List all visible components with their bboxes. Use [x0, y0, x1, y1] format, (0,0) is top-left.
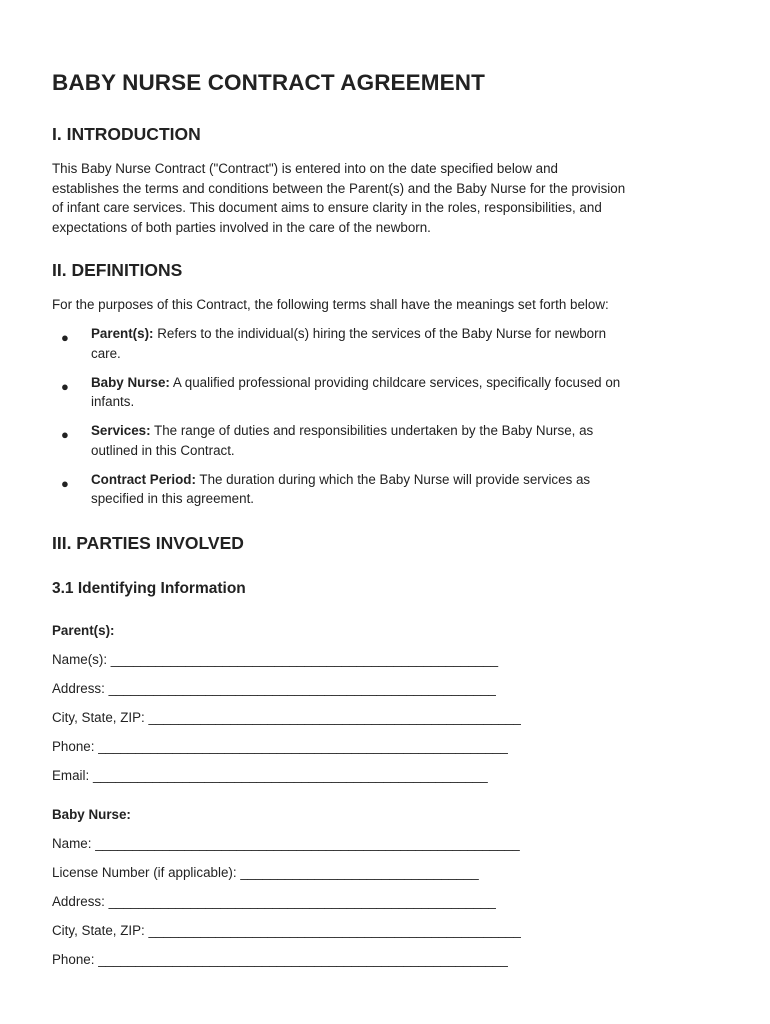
- definition-item: [52, 421, 712, 460]
- introduction-line: This Baby Nurse Contract ("Contract") is entered into on the date specified below and: [52, 161, 558, 176]
- definition-item: [52, 324, 712, 363]
- fill-in-line[interactable]: _________________________________________________________: [95, 836, 520, 851]
- document-title: BABY NURSE CONTRACT AGREEMENT: [52, 70, 485, 95]
- definition-text: Refers to the individual(s) hiring the services of the Baby Nurse for newborn: [153, 326, 607, 341]
- fill-in-line[interactable]: __________________________________________________: [148, 710, 521, 725]
- parent-address-field[interactable]: [52, 681, 496, 696]
- introduction-line: of infant care services. This document aims to ensure clarity in the roles, responsibilities, and: [52, 200, 602, 216]
- definition-text-cont: specified in this agreement.: [91, 491, 255, 507]
- definition-text: A qualified professional providing childcare services, specifically focused on: [169, 374, 621, 390]
- fill-in-line[interactable]: ____________________________________________________: [108, 681, 496, 696]
- parent-name-field[interactable]: [52, 652, 498, 667]
- definition-text-cont: care.: [91, 345, 121, 361]
- definitions-heading: II. DEFINITIONS: [52, 260, 183, 280]
- definition-item: [52, 373, 712, 412]
- introduction-paragraph: [52, 159, 722, 237]
- field-label: City, State, ZIP:: [52, 710, 145, 725]
- definition-text-cont: infants.: [91, 394, 135, 410]
- parent-group-label: Parent(s):: [52, 623, 115, 638]
- nurse-name-field[interactable]: [52, 836, 520, 851]
- introduction-line: expectations of both parties involved in the care of the newborn.: [52, 219, 431, 235]
- fill-in-line[interactable]: ____________________________________________________: [110, 652, 499, 667]
- field-label: Phone:: [52, 952, 95, 967]
- field-label: Name:: [52, 836, 92, 851]
- parties-heading: III. PARTIES INVOLVED: [52, 533, 244, 553]
- definition-term: Parent(s):: [91, 326, 154, 341]
- definition-text: The range of duties and responsibilities undertaken by the Baby Nurse, as: [150, 423, 594, 439]
- field-label: Address:: [52, 681, 105, 696]
- baby-nurse-group-label: Baby Nurse:: [52, 807, 131, 822]
- definition-term: Baby Nurse:: [91, 374, 170, 390]
- bullet-icon: ●: [61, 475, 69, 491]
- introduction-line: establishes the terms and conditions between the Parent(s) and the Baby Nurse for the provision: [52, 180, 626, 196]
- definitions-intro: For the purposes of this Contract, the following terms shall have the meanings set forth below:: [52, 297, 609, 312]
- definition-text-cont: outlined in this Contract.: [91, 442, 235, 458]
- identifying-info-subheading: 3.1 Identifying Information: [52, 580, 246, 597]
- nurse-phone-field[interactable]: [52, 952, 508, 967]
- field-label: Address:: [52, 894, 105, 909]
- definitions-list: [52, 324, 712, 518]
- definition-item: [52, 470, 712, 509]
- field-label: Email:: [52, 768, 90, 783]
- fill-in-line[interactable]: _______________________________________________________: [98, 739, 508, 754]
- introduction-heading: I. INTRODUCTION: [52, 124, 201, 144]
- fill-in-line[interactable]: _____________________________________________________: [92, 768, 488, 783]
- fill-in-line[interactable]: _______________________________________________________: [98, 952, 508, 967]
- field-label: License Number (if applicable):: [52, 865, 237, 880]
- nurse-license-number-field[interactable]: [52, 865, 479, 880]
- nurse-city-state-zip-field[interactable]: [52, 923, 521, 938]
- parent-city-state-zip-field[interactable]: [52, 710, 521, 725]
- fill-in-line[interactable]: ________________________________: [240, 865, 479, 880]
- parent-phone-field[interactable]: [52, 739, 508, 754]
- definition-text: The duration during which the Baby Nurse will provide services as: [195, 471, 591, 487]
- definition-term: Contract Period:: [91, 471, 196, 487]
- field-label: Name(s):: [52, 652, 108, 667]
- field-label: Phone:: [52, 739, 95, 754]
- field-label: City, State, ZIP:: [52, 923, 145, 938]
- nurse-address-field[interactable]: [52, 894, 496, 909]
- fill-in-line[interactable]: ____________________________________________________: [108, 894, 496, 909]
- bullet-icon: ●: [61, 330, 69, 345]
- fill-in-line[interactable]: __________________________________________________: [148, 923, 521, 938]
- parent-email-field[interactable]: [52, 768, 488, 783]
- definition-term: Services:: [91, 423, 151, 439]
- bullet-icon: ●: [61, 427, 69, 443]
- bullet-icon: ●: [61, 378, 69, 394]
